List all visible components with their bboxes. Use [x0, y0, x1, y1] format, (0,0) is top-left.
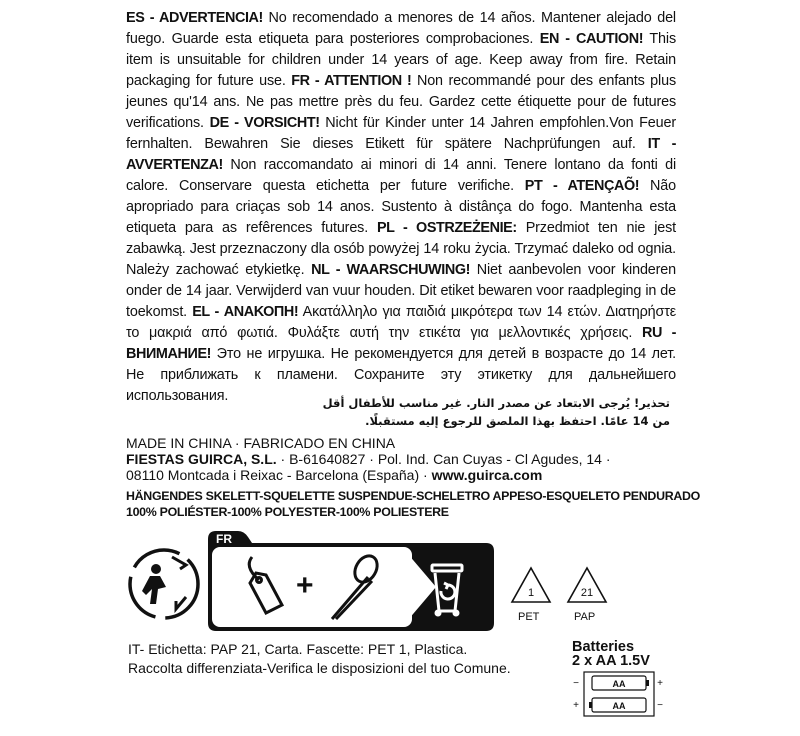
fr-label: FR [216, 532, 232, 546]
pet-code-label: PET [518, 611, 540, 623]
company-address-1: · B-61640827 · Pol. Ind. Can Cuyas - Cl Agudes, 14 · [276, 451, 611, 467]
company-name: FIESTAS GUIRCA, S.L. [126, 451, 277, 467]
company-website: www.guirca.com [431, 467, 543, 483]
product-name: HÄNGENDES SKELETT-SQUELETTE SUSPENDUE-SCHELETRO APPESO-ESQUELETO PENDURADO [126, 489, 700, 503]
company-address-2: 08110 Montcada i Reixac - Barcelona (España) · [126, 467, 432, 483]
arabic-warning [310, 394, 670, 430]
warning-heading: RU - ВНИМАНИЕ! [126, 325, 676, 362]
warning-text: Przedmiot ten nie jest zabawką. Jest przeznaczony dla osób powyżej 14 roku życia. Trzymać daleko od ognia. Należy zachować etykietkę. [126, 220, 676, 278]
warning-text: Não apropriado para criaças sob 14 anos. Sustento à distânça do fogo. Mantenha esta etiqueta para as refêrences futures. [126, 178, 676, 236]
battery-diagram-icon [570, 670, 666, 718]
pap-code-label: PAP [574, 611, 596, 623]
warning-text: Non raccomandato ai minori di 14 anni. Tenere lontano da fonti di calore. Conservare questa etichetta per future verifiche. [126, 157, 676, 194]
company-line-2 [126, 467, 611, 483]
warning-text: Niet aanbevolen voor kinderen onder de 14 jaar. Verwijderd van vuur houden. Dit etiket bewaren voor raadpleging in de toekomst. [126, 262, 677, 320]
arabic-line-1: تحذير! يُرجى الابتعاد عن مصدر النار. غير مناسب للأطفال أقل [322, 396, 670, 410]
warning-text: Это не игрушка. Не рекомендуется для детей в возрасте до 14 лет. Не приближать к пламени. Сохраните эту этикетку для дальнейшего использования. [126, 346, 676, 404]
warning-heading: FR - ATTENTION ! [291, 73, 412, 89]
warning-text: No recomendado a menores de 14 años. Mantener alejado del fuego. Guarde esta etiqueta para posteriores comprobaciones. [126, 10, 676, 47]
battery-cell-2-label: AA [612, 701, 626, 711]
warning-heading: PT - ATENÇAÕ! [524, 178, 640, 194]
triman-icon [130, 550, 198, 618]
warning-heading: EN - CAUTION! [539, 31, 644, 47]
arabic-line-2: من 14 عامًا. احتفظ بهذا الملصق للرجوع إليه مستقبلًا. [365, 414, 670, 428]
battery-cell-1 [592, 676, 649, 690]
pap-code-number: 21 [580, 587, 594, 599]
warning-text: This item is unsuitable for children under 14 years of age. Keep away from fire. Retain packaging for future use. [126, 31, 676, 89]
warning-heading: PL - OSTRZEŻENIE: [376, 220, 517, 236]
pap-recycling-triangle-icon [564, 564, 610, 610]
batteries-info [572, 640, 650, 668]
battery-1-plus: + [657, 678, 663, 689]
product-description [126, 488, 700, 520]
multilingual-warning-text [126, 8, 676, 407]
warning-heading: EL - ΑΝΑΚΟΠΗ! [192, 304, 299, 320]
italy-disposal-note [128, 640, 511, 678]
company-line-1 [126, 451, 611, 467]
warning-heading: NL - WAARSCHUWING! [311, 262, 471, 278]
warning-text: Ακατάλληλο για παιδιά μικρότερα των 14 ετών. Διατηρήστε το μακριά από φωτιά. Φυλάξτε αυτή την ετικέτα για μελλοντικές χρήσεις. [126, 304, 676, 341]
battery-2-plus: + [573, 700, 579, 711]
pet-recycling-triangle-icon [508, 564, 554, 610]
plus-sign: + [296, 569, 314, 602]
warning-heading: IT - AVVERTENZA! [126, 136, 677, 173]
recycling-info-block [126, 527, 496, 631]
made-in-text: MADE IN CHINA · FABRICADO EN CHINA [126, 435, 396, 451]
warning-text: Non recommandé pour des enfants plus jeunes qu'14 ans. Ne pas mettre près du feu. Gardez cette étiquette pour de futures verifications. [126, 73, 676, 131]
warning-text: Nicht für Kinder unter 14 Jahren empfohlen.Von Feuer fernhalten. Bewahren Sie dieses Etikett für spätere Nachprüfungen auf. [126, 115, 676, 152]
italy-line-1: IT- Etichetta: PAP 21, Carta. Fascette: PET 1, Plastica. [128, 641, 468, 657]
manufacturer-info [126, 435, 611, 483]
batteries-title: Batteries [572, 639, 635, 655]
battery-2-minus: − [657, 700, 663, 711]
battery-1-minus: − [573, 678, 579, 689]
product-material: 100% POLIÉSTER-100% POLYESTER-100% POLIESTERE [126, 505, 449, 519]
warning-heading: DE - VORSICHT! [209, 115, 320, 131]
battery-cell-2 [589, 698, 646, 712]
italy-line-2: Raccolta differenziata-Verifica le disposizioni del tuo Comune. [128, 660, 511, 676]
warning-heading: ES - ADVERTENCIA! [126, 10, 263, 26]
batteries-spec: 2 x AA 1.5V [572, 653, 650, 669]
pet-code-number: 1 [527, 587, 535, 599]
battery-cell-1-label: AA [612, 679, 626, 689]
